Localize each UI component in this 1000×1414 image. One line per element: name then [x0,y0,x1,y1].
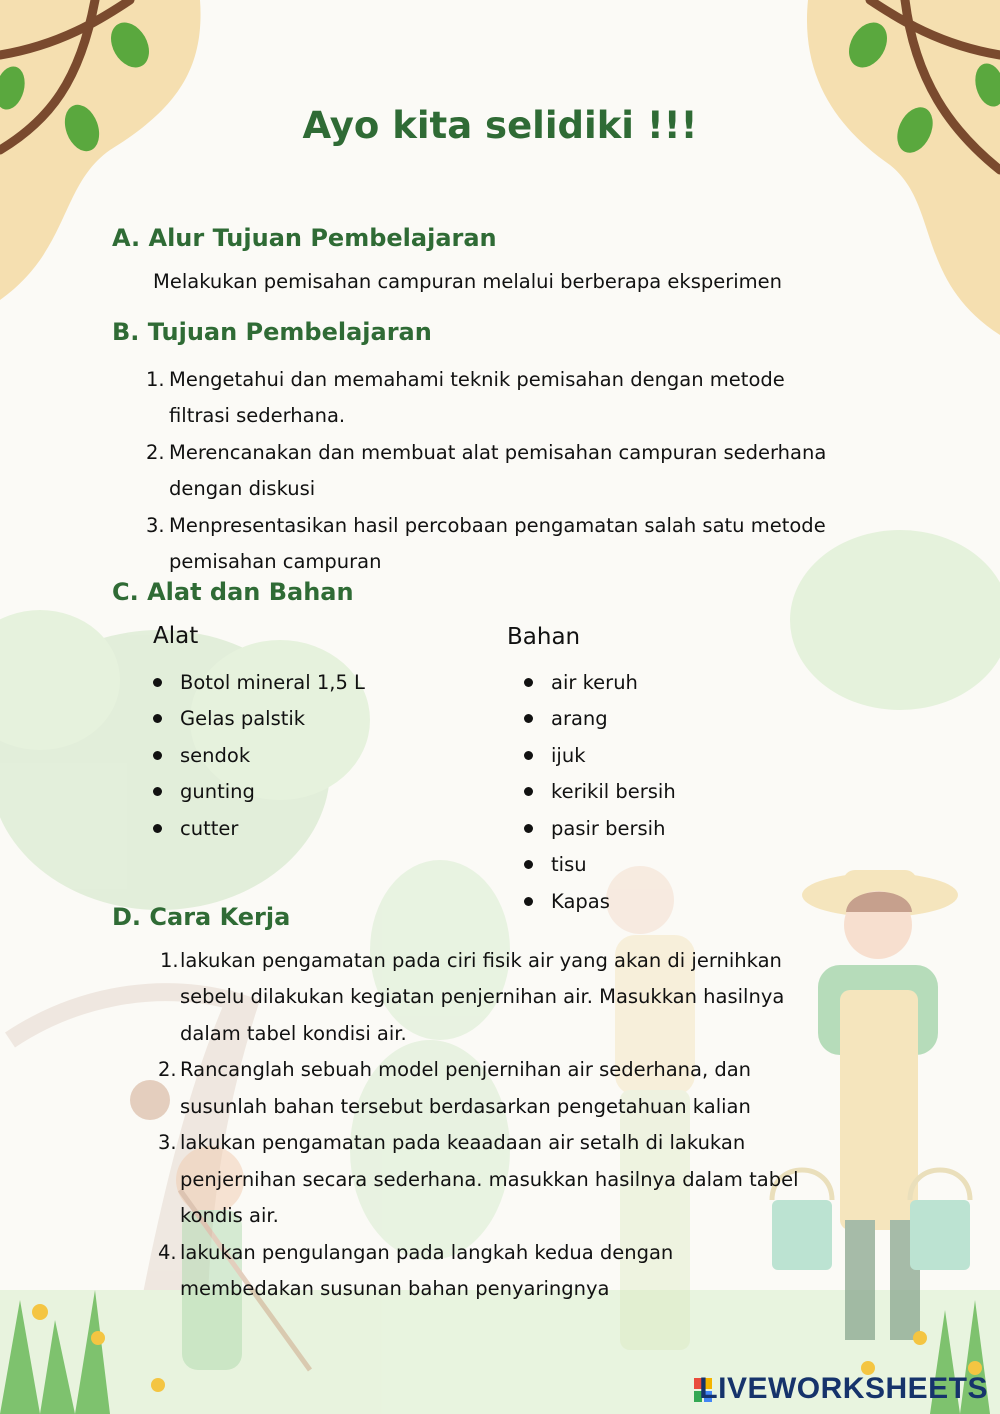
list-item: arang [551,707,608,730]
list-item: Menpresentasikan hasil percobaan pengamatan salah satu metode [169,514,826,537]
list-item: pemisahan campuran [169,550,382,573]
list-item: Merencanakan dan membuat alat pemisahan campuran sederhana [169,441,827,464]
list-item: sendok [180,744,251,767]
list-item: Mengetahui dan memahami teknik pemisahan dengan metode [169,368,785,391]
list-item: ijuk [551,744,586,767]
section-a-heading: A. Alur Tujuan Pembelajaran [112,224,497,252]
bahan-title: Bahan [507,624,581,650]
list-item: lakukan pengulangan pada langkah kedua dengan [180,1241,674,1264]
list-item: dengan diskusi [169,477,316,500]
page-title: Ayo kita selidiki !!! [302,104,698,147]
bullet-icon [153,824,162,833]
bullet-icon [524,897,533,906]
bullet-icon [524,860,533,869]
list-item: susunlah bahan tersebut berdasarkan pengetahuan kalian [180,1095,751,1118]
list-number: 2. [158,1058,177,1081]
list-item: tisu [551,853,587,876]
list-number: 2. [146,441,165,464]
list-item: membedakan susunan bahan penyaringnya [180,1277,610,1300]
alat-title: Alat [153,623,199,649]
list-number: 3. [146,514,165,537]
bullet-icon [153,714,162,723]
list-number: 3. [158,1131,177,1154]
section-a-text: Melakukan pemisahan campuran melalui berberapa eksperimen [153,270,783,293]
list-item: Rancanglah sebuah model penjernihan air sederhana, dan [180,1058,752,1081]
list-item: pasir bersih [551,817,666,840]
list-item: Gelas palstik [180,707,306,730]
list-item: Kapas [551,890,610,913]
list-item: dalam tabel kondisi air. [180,1022,407,1045]
liveworksheets-watermark[interactable]: LIVEWORKSHEETS [699,1372,988,1405]
list-item: kerikil bersih [551,780,676,803]
bullet-icon [524,787,533,796]
list-item: lakukan pengamatan pada ciri fisik air yang akan di jernihkan [180,949,782,972]
section-d-heading: D. Cara Kerja [112,903,291,931]
list-number: 4. [158,1241,177,1264]
list-item: air keruh [551,671,638,694]
list-item: gunting [180,780,255,803]
list-item: penjernihan secara sederhana. masukkan hasilnya dalam tabel [180,1168,799,1191]
bullet-icon [153,678,162,687]
list-item: sebelu dilakukan kegiatan penjernihan air. Masukkan hasilnya [180,985,785,1008]
bullet-icon [524,824,533,833]
list-item: filtrasi sederhana. [169,404,346,427]
bullet-icon [153,787,162,796]
bullet-icon [524,751,533,760]
bullet-icon [153,751,162,760]
list-item: lakukan pengamatan pada keaadaan air setalh di lakukan [180,1131,746,1154]
section-b-heading: B. Tujuan Pembelajaran [112,318,432,346]
list-item: cutter [180,817,239,840]
list-number: 1. [160,949,179,972]
section-c-heading: C. Alat dan Bahan [112,578,354,606]
bullet-icon [524,678,533,687]
list-item: kondis air. [180,1204,279,1227]
bullet-icon [524,714,533,723]
list-number: 1. [146,368,165,391]
list-item: Botol mineral 1,5 L [180,671,365,694]
